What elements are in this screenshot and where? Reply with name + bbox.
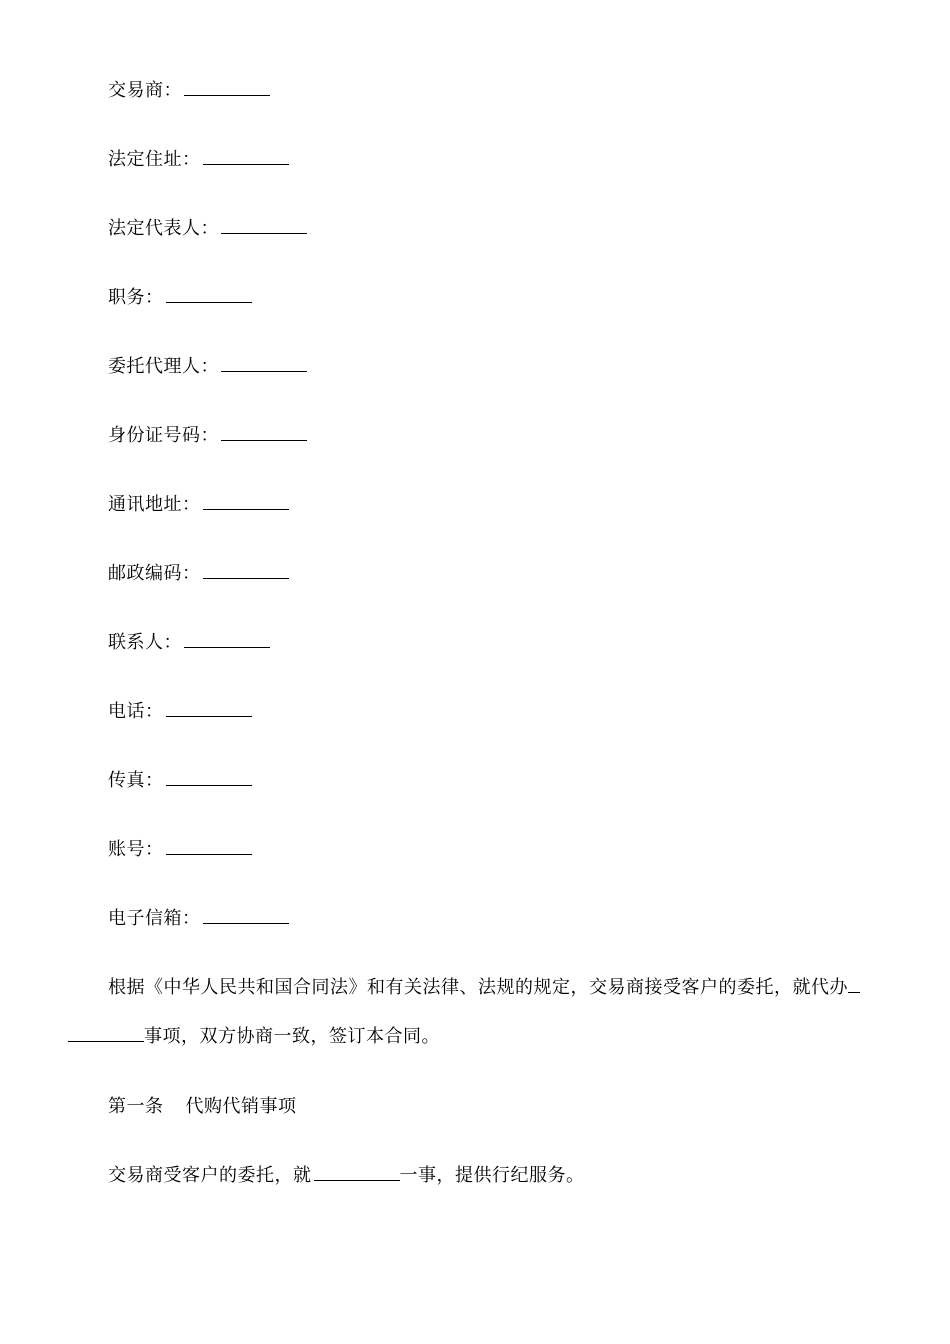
field-label: 电子信箱： <box>108 908 201 929</box>
article-heading <box>108 1095 297 1119</box>
fill-blank <box>166 769 252 786</box>
field-label: 交易商： <box>108 80 182 101</box>
article-text: 一事，提供行纪服务。 <box>399 1165 585 1186</box>
field-email <box>108 907 289 931</box>
preamble-line-1 <box>108 976 860 1000</box>
field-legal-address <box>108 148 289 172</box>
fill-blank <box>221 217 307 234</box>
fill-blank <box>166 286 252 303</box>
fill-blank <box>184 631 270 648</box>
field-postal-code <box>108 562 289 586</box>
field-fax <box>108 769 252 793</box>
fill-blank <box>166 838 252 855</box>
field-position <box>108 286 252 310</box>
field-label: 账号： <box>108 839 164 860</box>
fill-blank <box>203 148 289 165</box>
fill-blank <box>314 1164 400 1181</box>
article-text: 交易商受客户的委托，就 <box>108 1165 312 1186</box>
preamble-text: 事项，双方协商一致，签订本合同。 <box>144 1026 440 1047</box>
field-id-number <box>108 424 307 448</box>
preamble-text: 根据《中华人民共和国合同法》和有关法律、法规的规定，交易商接受客户的委托，就代办 <box>108 977 848 998</box>
field-label: 传真： <box>108 770 164 791</box>
article-body <box>108 1164 585 1188</box>
field-agent <box>108 355 307 379</box>
fill-blank <box>221 355 307 372</box>
fill-blank <box>221 424 307 441</box>
field-label: 邮政编码： <box>108 563 201 584</box>
article-number: 第一条 <box>108 1096 164 1117</box>
field-account <box>108 838 252 862</box>
fill-blank <box>166 700 252 717</box>
field-label: 法定住址： <box>108 149 201 170</box>
field-phone <box>108 700 252 724</box>
fill-blank <box>203 907 289 924</box>
fill-blank <box>68 1025 144 1042</box>
field-label: 联系人： <box>108 632 182 653</box>
field-label: 委托代理人： <box>108 356 219 377</box>
article-title: 代购代销事项 <box>185 1096 297 1117</box>
preamble-line-2 <box>68 1025 440 1049</box>
field-mailing-address <box>108 493 289 517</box>
fill-blank <box>203 493 289 510</box>
field-label: 电话： <box>108 701 164 722</box>
fill-blank <box>203 562 289 579</box>
field-contact <box>108 631 270 655</box>
field-trader <box>108 79 270 103</box>
fill-blank <box>848 976 860 993</box>
fill-blank <box>184 79 270 96</box>
field-label: 通讯地址： <box>108 494 201 515</box>
field-label: 身份证号码： <box>108 425 219 446</box>
field-label: 职务： <box>108 287 164 308</box>
field-legal-representative <box>108 217 307 241</box>
field-label: 法定代表人： <box>108 218 219 239</box>
